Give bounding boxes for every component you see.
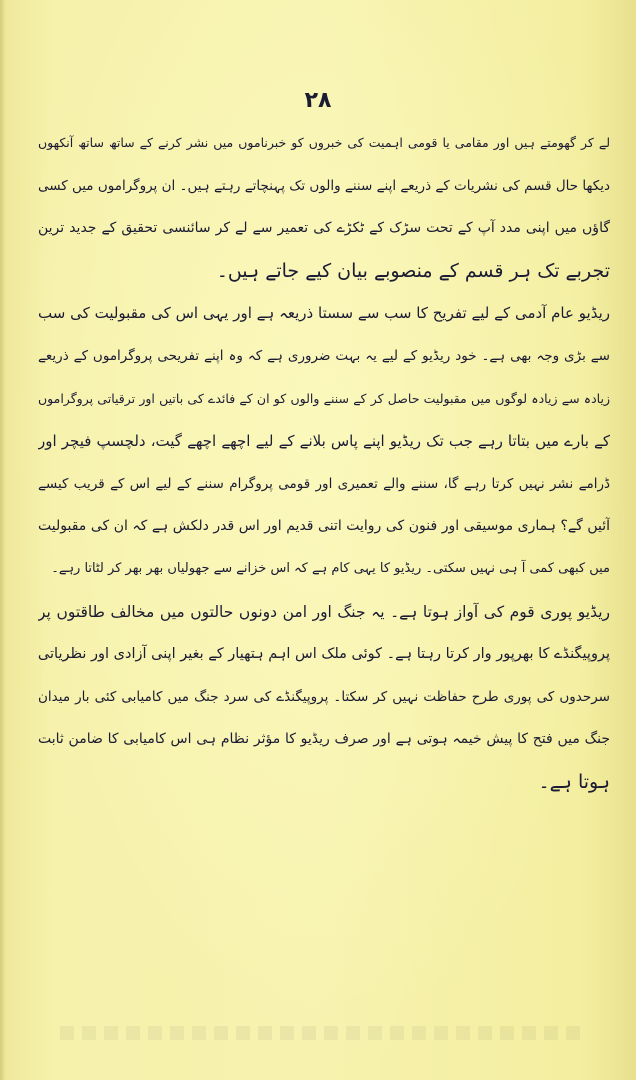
page-binding-shadow	[0, 0, 6, 1080]
text-line: جنگ میں فتح کا پیش خیمہ ہوتی ہے اور صرف ریڈیو کا مؤثر نظام ہی اس کامیابی کا ضامن ثابت	[38, 731, 610, 748]
text-line: سرحدوں کی پوری طرح حفاظت نہیں کر سکتا۔ پروپیگنڈے کی سرد جنگ میں کامیابی کئی بار میدان	[38, 688, 610, 705]
text-line: آئیں گے؟ ہماری موسیقی اور فنون کی روایت اتنی قدیم اور اس قدر دلکش ہے کہ ان کی مقبولیت	[38, 518, 610, 535]
page-number: ۲۸	[304, 88, 332, 113]
text-line: ہوتا ہے۔	[538, 770, 610, 793]
text-line: دیکھا حال قسم کی نشریات کے ذریعے اپنے سننے والوں تک پہنچاتے رہتے ہیں۔ ان پروگراموں میں کسی	[38, 177, 610, 194]
text-line: زیادہ سے زیادہ لوگوں میں مقبولیت حاصل کر کے سننے والوں کو ان کے فائدے کی باتیں اور ترقیاتی پروگراموں	[38, 390, 610, 406]
text-line: پروپیگنڈے کا بھرپور وار کرتا رہتا ہے۔ کوئی ملک اس اہم ہتھیار کے بغیر اپنی آزادی اور نظریاتی	[38, 646, 610, 663]
text-line: تجربے تک ہر قسم کے منصوبے بیان کیے جاتے ہیں۔	[216, 259, 610, 282]
faint-bleed-through	[60, 1026, 580, 1040]
text-line: ریڈیو عام آدمی کے لیے تفریح کا سب سے سستا ذریعہ ہے اور یہی اس کی مقبولیت کی سب	[38, 304, 610, 323]
text-line: میں کبھی کمی آ ہی نہیں سکتی۔ ریڈیو کا یہی کام ہے کہ اس خزانے سے جھولیاں بھر بھر کر لٹاتا رہے۔	[51, 560, 610, 576]
text-line: گاؤں میں اپنی مدد آپ کے تحت سڑک کے ٹکڑے کی تعمیر سے لے کر سائنسی تحقیق کے جدید ترین	[38, 220, 610, 237]
text-line: سے بڑی وجہ بھی ہے۔ خود ریڈیو کے لیے یہ بہت ضروری ہے کہ وہ اپنے تفریحی پروگراموں کے ذریعے	[38, 347, 610, 364]
body-text	[38, 122, 610, 804]
text-line: ڈرامے نشر نہیں کرتا رہے گا، سننے والے تعمیری اور قومی پروگرام سننے کے لیے اس کے قریب کیسے	[38, 475, 610, 492]
text-line: ریڈیو پوری قوم کی آواز ہوتا ہے۔ یہ جنگ اور امن دونوں حالتوں میں مخالف طاقتوں پر	[38, 602, 610, 621]
text-line: لے کر گھومتے ہیں اور مقامی یا قومی اہمیت کی خبروں کو خبرناموں میں نشر کرنے کے ساتھ ساتھ آنکھوں	[38, 135, 610, 150]
text-line: کے بارے میں بتاتا رہے جب تک ریڈیو اپنے پاس بلانے کے لیے اچھے اچھے گیت، دلچسپ فیچر اور	[38, 432, 610, 451]
